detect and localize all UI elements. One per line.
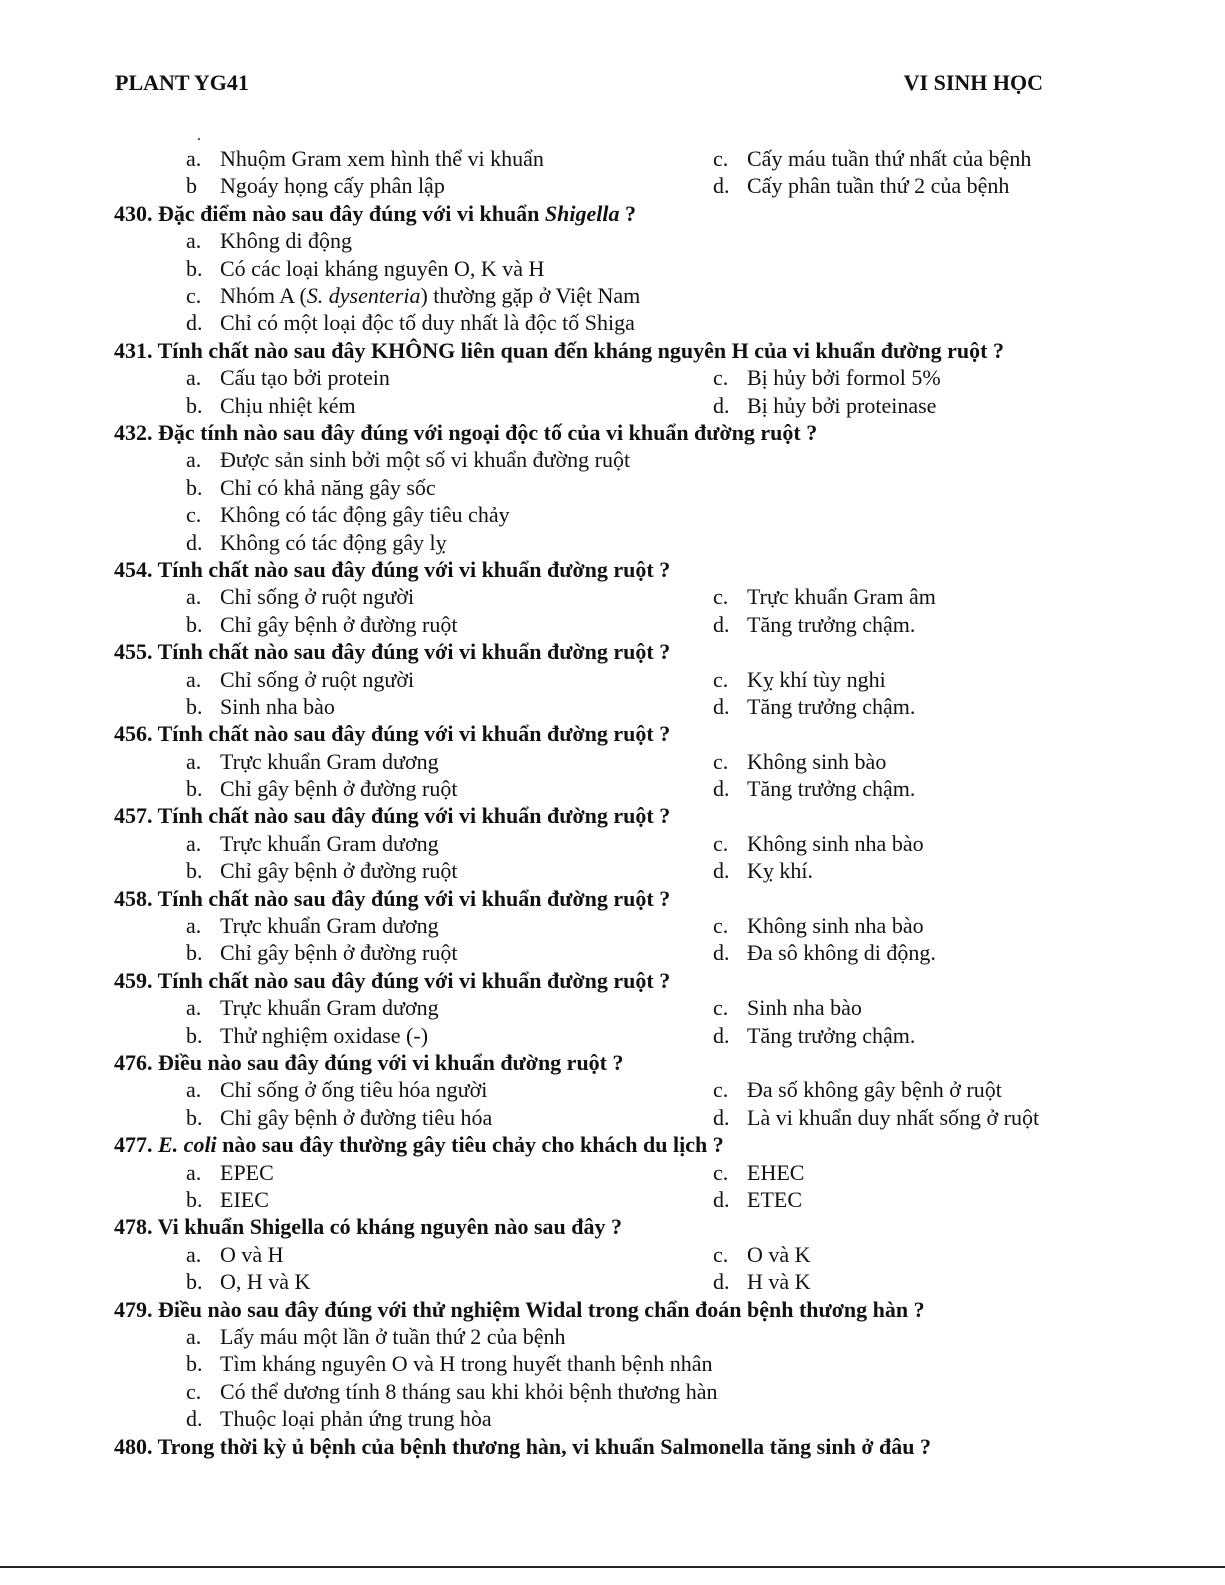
- option-row: [114, 939, 1165, 966]
- option-letter: c.: [186, 1378, 202, 1404]
- option-text: Bị hủy bởi proteinase: [747, 392, 937, 418]
- option-text: Thử nghiệm oxidase (-): [220, 1022, 429, 1048]
- option-letter: b: [186, 173, 197, 199]
- option-text: EIEC: [220, 1187, 269, 1213]
- answer-option: [186, 282, 640, 309]
- option-row: [114, 748, 1165, 775]
- question-stem: [114, 1049, 1165, 1076]
- answer-option: [713, 994, 862, 1021]
- answer-option: [186, 1104, 492, 1131]
- option-letter: c.: [713, 1241, 729, 1267]
- option-text: Đa sô không di động.: [747, 940, 936, 966]
- option-text: H và K: [747, 1269, 811, 1295]
- option-row: [114, 392, 1165, 419]
- option-letter: d.: [713, 776, 730, 802]
- option-text: Lấy máu một lần ở tuần thứ 2 của bệnh: [220, 1324, 566, 1349]
- option-italic: S. dysenteria: [306, 282, 421, 308]
- option-text: Chỉ gây bệnh ở đường ruột: [220, 858, 458, 884]
- answer-option: [186, 775, 457, 802]
- option-letter: a.: [186, 1159, 202, 1185]
- answer-option: [186, 611, 457, 638]
- option-text: Không di động: [220, 228, 352, 254]
- answer-option: [186, 255, 544, 282]
- option-letter: c.: [186, 282, 202, 308]
- answer-option: [186, 1022, 428, 1049]
- option-text: Tăng trưởng chậm.: [747, 611, 916, 637]
- option-letter: d.: [713, 858, 730, 884]
- answer-option: [713, 666, 886, 693]
- answer-option: [713, 392, 936, 419]
- option-letter: b.: [186, 940, 203, 966]
- option-text: Cấu tạo bởi protein: [220, 365, 390, 391]
- option-letter: a.: [186, 1077, 202, 1103]
- option-text: Được sản sinh bởi một số vi khuẩn đường ruột: [220, 447, 631, 473]
- answer-option: [713, 583, 936, 610]
- question-text: 476. Điều nào sau đây đúng với vi khuẩn đường ruột ?: [114, 1050, 624, 1076]
- answer-option: [186, 1268, 310, 1295]
- option-text: Tăng trưởng chậm.: [747, 1022, 916, 1048]
- answer-option: [713, 1022, 915, 1049]
- option-row: [114, 1022, 1165, 1049]
- option-text: Trực khuẩn Gram dương: [220, 913, 439, 939]
- option-letter: a.: [186, 666, 202, 692]
- question-text: 459. Tính chất nào sau đây đúng với vi khuẩn đường ruột ?: [114, 967, 671, 993]
- question-text: 458. Tính chất nào sau đây đúng với vi khuẩn đường ruột ?: [114, 885, 671, 911]
- option-letter: a.: [186, 995, 202, 1021]
- option-letter: c.: [713, 146, 729, 171]
- option-letter: a.: [186, 584, 202, 610]
- stray-mark: .: [197, 127, 201, 144]
- option-row: [114, 1405, 1165, 1432]
- option-row: [114, 1076, 1165, 1103]
- option-letter: b.: [186, 611, 203, 637]
- option-text: Bị hủy bởi formol 5%: [747, 365, 941, 391]
- option-text: EPEC: [220, 1159, 274, 1185]
- option-letter: d.: [713, 1022, 730, 1048]
- option-text: Chỉ sống ở ống tiêu hóa người: [220, 1077, 488, 1103]
- option-row: [114, 611, 1165, 638]
- option-text: Không có tác động gây tiêu chảy: [220, 502, 510, 528]
- option-text: Đa số không gây bệnh ở ruột: [747, 1077, 1002, 1103]
- option-text: Kỵ khí.: [747, 858, 813, 884]
- option-letter: c.: [713, 1077, 729, 1103]
- option-letter: c.: [713, 830, 729, 856]
- question-text: 455. Tính chất nào sau đây đúng với vi khuẩn đường ruột ?: [114, 639, 671, 665]
- option-text: Nhuộm Gram xem hình thể vi khuẩn: [220, 146, 544, 171]
- question-stem: [114, 337, 1165, 364]
- answer-option: [713, 1268, 811, 1295]
- answer-option: [186, 145, 544, 172]
- answer-option: [186, 1378, 717, 1405]
- option-text: ) thường gặp ở Việt Nam: [420, 282, 641, 308]
- question-stem: [114, 1296, 1165, 1323]
- answer-option: [186, 172, 445, 199]
- question-text: ?: [619, 200, 636, 226]
- option-text: Tìm kháng nguyên O và H trong huyết thanh bệnh nhân: [220, 1351, 713, 1377]
- option-text: Có thể dương tính 8 tháng sau khi khỏi bệnh thương hàn: [220, 1378, 718, 1404]
- question-text: 431. Tính chất nào sau đây KHÔNG liên quan đến kháng nguyên H của vi khuẩn đường ruột ?: [114, 337, 1004, 363]
- option-text: Chỉ gây bệnh ở đường ruột: [220, 940, 458, 966]
- option-row: [114, 994, 1165, 1021]
- option-letter: d.: [713, 173, 730, 199]
- answer-option: [186, 857, 457, 884]
- option-letter: b.: [186, 1187, 203, 1213]
- option-row: [114, 227, 1165, 254]
- answer-option: [186, 912, 439, 939]
- option-letter: d.: [713, 1187, 730, 1213]
- answer-option: [713, 1159, 804, 1186]
- option-row: [114, 1350, 1165, 1377]
- answer-option: [713, 172, 1009, 199]
- option-letter: b.: [186, 1351, 203, 1377]
- answer-option: [713, 1104, 1039, 1131]
- option-text: Không sinh nha bào: [747, 913, 924, 939]
- option-row: [114, 172, 1165, 199]
- option-text: Thuộc loại phản ứng trung hòa: [220, 1406, 492, 1432]
- answer-option: [186, 227, 352, 254]
- option-letter: d.: [713, 392, 730, 418]
- option-letter: d.: [713, 1104, 730, 1130]
- question-text: 432. Đặc tính nào sau đây đúng với ngoại độc tố của vi khuẩn đường ruột ?: [114, 419, 818, 445]
- question-text: 477.: [114, 1132, 158, 1158]
- answer-option: [713, 1076, 1002, 1103]
- option-row: [114, 282, 1165, 309]
- option-text: Có các loại kháng nguyên O, K và H: [220, 255, 545, 281]
- option-row: [114, 693, 1165, 720]
- answer-option: [186, 446, 630, 473]
- answer-option: [186, 1405, 492, 1432]
- option-letter: b.: [186, 474, 203, 500]
- answer-option: [713, 1241, 811, 1268]
- answer-option: [713, 830, 924, 857]
- option-text: Chỉ có khả năng gây sốc: [220, 474, 436, 500]
- answer-option: [713, 693, 915, 720]
- header-left: PLANT YG41: [115, 70, 249, 95]
- option-row: [114, 912, 1165, 939]
- question-text: 479. Điều nào sau đây đúng với thử nghiệm Widal trong chẩn đoán bệnh thương hàn ?: [114, 1296, 925, 1322]
- question-text: 454. Tính chất nào sau đây đúng với vi khuẩn đường ruột ?: [114, 556, 671, 582]
- answer-option: [186, 1350, 712, 1377]
- question-stem: [114, 556, 1165, 583]
- option-letter: a.: [186, 830, 202, 856]
- question-text: 456. Tính chất nào sau đây đúng với vi khuẩn đường ruột ?: [114, 721, 671, 747]
- option-row: [114, 1241, 1165, 1268]
- answer-option: [186, 309, 635, 336]
- option-letter: c.: [713, 365, 729, 391]
- option-letter: a.: [186, 748, 202, 774]
- question-stem: [114, 967, 1165, 994]
- answer-option: [713, 775, 915, 802]
- option-text: Sinh nha bào: [747, 995, 862, 1021]
- option-text: ETEC: [747, 1187, 802, 1213]
- option-text: Kỵ khí tùy nghi: [747, 666, 886, 692]
- option-letter: b.: [186, 776, 203, 802]
- option-letter: c.: [713, 666, 729, 692]
- option-text: Chỉ gây bệnh ở đường ruột: [220, 611, 458, 637]
- option-letter: d.: [713, 1269, 730, 1295]
- question-text: 480. Trong thời kỳ ủ bệnh của bệnh thương hàn, vi khuẩn Salmonella tăng sinh ở đâu ?: [114, 1433, 931, 1459]
- option-row: [114, 364, 1165, 391]
- option-text: Là vi khuẩn duy nhất sống ở ruột: [747, 1104, 1040, 1130]
- option-row: [114, 1268, 1165, 1295]
- answer-option: [186, 364, 390, 391]
- option-letter: d.: [713, 611, 730, 637]
- question-text: 457. Tính chất nào sau đây đúng với vi khuẩn đường ruột ?: [114, 803, 671, 829]
- option-row: [114, 830, 1165, 857]
- option-text: Không có tác động gây lỵ: [220, 529, 447, 555]
- answer-option: [186, 693, 335, 720]
- option-letter: a.: [186, 447, 202, 473]
- option-letter: b.: [186, 392, 203, 418]
- header-right: VI SINH HỌC: [903, 70, 1043, 95]
- option-text: Chỉ sống ở ruột người: [220, 584, 415, 610]
- option-text: O, H và K: [220, 1269, 311, 1295]
- option-row: [114, 309, 1165, 336]
- option-letter: d.: [186, 310, 203, 336]
- question-text: 478. Vi khuẩn Shigella có kháng nguyên nào sau đây ?: [114, 1214, 623, 1240]
- option-text: Sinh nha bào: [220, 693, 335, 719]
- answer-option: [713, 912, 924, 939]
- answer-option: [186, 830, 439, 857]
- option-text: Nhóm A (: [220, 282, 307, 308]
- question-italic: Shigella: [544, 200, 620, 226]
- page-bottom-rule: [0, 1566, 1225, 1568]
- answer-option: [186, 994, 439, 1021]
- option-letter: b.: [186, 693, 203, 719]
- option-row: [114, 501, 1165, 528]
- answer-option: [713, 748, 886, 775]
- option-letter: b.: [186, 1104, 203, 1130]
- answer-option: [186, 1241, 284, 1268]
- question-text: nào sau đây thường gây tiêu chảy cho khách du lịch ?: [216, 1132, 724, 1158]
- option-letter: d.: [186, 529, 203, 555]
- option-text: Không sinh bào: [747, 748, 887, 774]
- option-text: Chịu nhiệt kém: [220, 392, 356, 418]
- option-letter: c.: [713, 584, 729, 610]
- option-text: Tăng trưởng chậm.: [747, 693, 916, 719]
- question-stem: [114, 802, 1165, 829]
- page-header: [115, 70, 1043, 96]
- option-row: [114, 255, 1165, 282]
- question-stem: [114, 1433, 1165, 1460]
- option-row: [114, 1104, 1165, 1131]
- option-letter: d.: [713, 693, 730, 719]
- option-letter: a.: [186, 1241, 202, 1267]
- option-letter: a.: [186, 913, 202, 939]
- option-row: [114, 145, 1165, 172]
- option-text: Chỉ sống ở ruột người: [220, 666, 415, 692]
- answer-option: [186, 748, 439, 775]
- option-letter: a.: [186, 228, 202, 254]
- option-row: [114, 775, 1165, 802]
- question-stem: [114, 720, 1165, 747]
- option-row: [114, 474, 1165, 501]
- answer-option: [186, 1159, 274, 1186]
- option-text: Chỉ gây bệnh ở đường ruột: [220, 776, 458, 802]
- option-text: Ngoáy họng cấy phân lập: [220, 173, 445, 199]
- answer-option: [186, 529, 447, 556]
- option-text: Tăng trưởng chậm.: [747, 776, 916, 802]
- option-text: Chỉ có một loại độc tố duy nhất là độc tố Shiga: [220, 310, 635, 336]
- option-row: [114, 857, 1165, 884]
- answer-option: [713, 939, 936, 966]
- option-text: Không sinh nha bào: [747, 830, 924, 856]
- option-text: Cấy máu tuần thứ nhất của bệnh: [747, 146, 1032, 171]
- answer-option: [186, 583, 414, 610]
- answer-option: [713, 857, 813, 884]
- question-stem: [114, 200, 1165, 227]
- option-letter: c.: [713, 748, 729, 774]
- option-text: EHEC: [747, 1159, 805, 1185]
- option-text: O và H: [220, 1241, 284, 1267]
- option-text: O và K: [747, 1241, 811, 1267]
- option-letter: c.: [713, 995, 729, 1021]
- option-letter: c.: [186, 502, 202, 528]
- answer-option: [713, 611, 915, 638]
- question-stem: [114, 638, 1165, 665]
- option-text: Trực khuẩn Gram âm: [747, 584, 936, 610]
- answer-option: [186, 392, 356, 419]
- option-text: Trực khuẩn Gram dương: [220, 830, 439, 856]
- question-list: [114, 145, 1165, 1460]
- option-letter: b.: [186, 1022, 203, 1048]
- option-letter: d.: [713, 940, 730, 966]
- option-letter: a.: [186, 1324, 202, 1349]
- question-stem: [114, 419, 1165, 446]
- answer-option: [186, 501, 510, 528]
- option-text: Trực khuẩn Gram dương: [220, 995, 439, 1021]
- question-stem: [114, 1131, 1165, 1158]
- answer-option: [186, 939, 457, 966]
- option-letter: a.: [186, 365, 202, 391]
- answer-option: [713, 145, 1031, 172]
- question-stem: [114, 1213, 1165, 1240]
- answer-option: [713, 1186, 802, 1213]
- answer-option: [713, 364, 941, 391]
- option-row: [114, 529, 1165, 556]
- option-row: [114, 1186, 1165, 1213]
- option-text: Chỉ gây bệnh ở đường tiêu hóa: [220, 1104, 493, 1130]
- option-row: [114, 1323, 1165, 1350]
- option-letter: d.: [186, 1406, 203, 1432]
- answer-option: [186, 1076, 487, 1103]
- question-text: 430. Đặc điểm nào sau đây đúng với vi khuẩn: [114, 200, 545, 226]
- option-letter: b.: [186, 1269, 203, 1295]
- answer-option: [186, 1323, 566, 1350]
- option-text: Cấy phân tuần thứ 2 của bệnh: [747, 173, 1010, 199]
- option-letter: c.: [713, 913, 729, 939]
- option-letter: c.: [713, 1159, 729, 1185]
- answer-option: [186, 1186, 269, 1213]
- option-row: [114, 1378, 1165, 1405]
- question-italic: E. coli: [158, 1132, 217, 1158]
- option-row: [114, 446, 1165, 473]
- option-row: [114, 1159, 1165, 1186]
- question-stem: [114, 885, 1165, 912]
- option-letter: b.: [186, 858, 203, 884]
- option-text: Trực khuẩn Gram dương: [220, 748, 439, 774]
- option-row: [114, 583, 1165, 610]
- answer-option: [186, 474, 436, 501]
- option-letter: a.: [186, 146, 202, 171]
- answer-option: [186, 666, 414, 693]
- option-letter: b.: [186, 255, 203, 281]
- option-row: [114, 666, 1165, 693]
